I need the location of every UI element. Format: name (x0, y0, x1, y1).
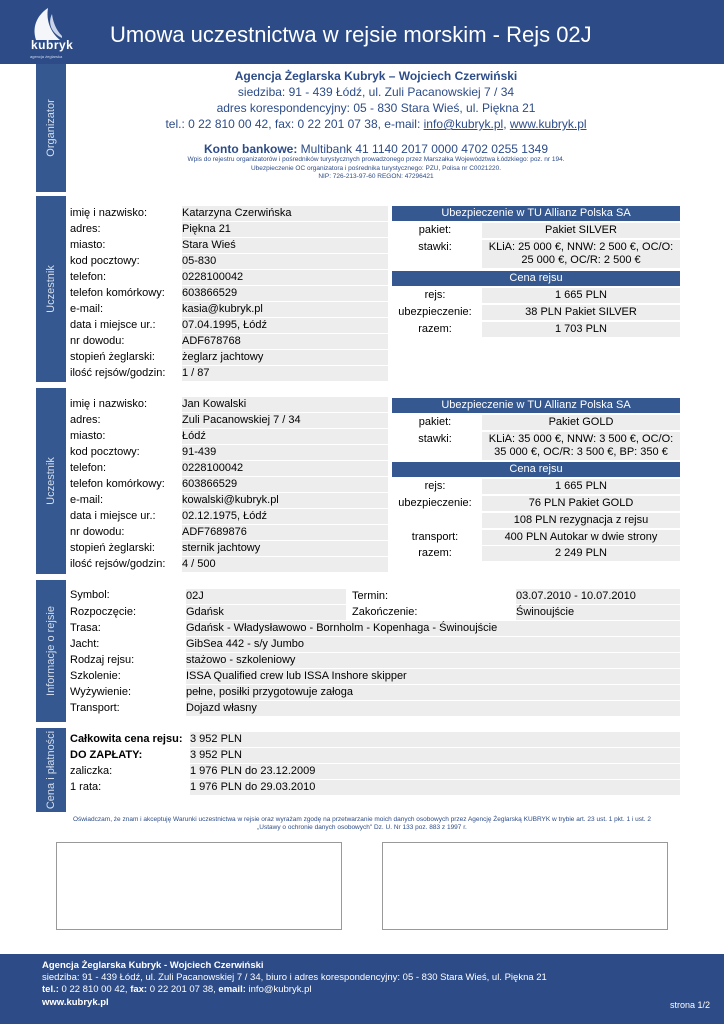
field-label: adres: (70, 414, 101, 426)
page-number: strona 1/2 (669, 1000, 710, 1010)
field-value: 02.12.1975, Łódź (182, 509, 388, 524)
logo-subtitle: agencja żeglarska (30, 54, 63, 59)
sidebar-label-informacje: Informacje o rejsie (45, 606, 57, 696)
sidebar-informacje (36, 580, 66, 722)
p2-stawki-value (482, 432, 680, 460)
advance-value: 1 976 PLN do 23.12.2009 (190, 764, 680, 779)
szkolenie-label: Szkolenie: (70, 670, 121, 682)
transport-label: Transport: (70, 702, 120, 714)
rodzaj-label: Rodzaj rejsu: (70, 654, 135, 666)
field-label: nr dowodu: (70, 335, 125, 347)
p2-stawki-line-1: KLiA: 35 000 €, NNW: 3 500 €, OC/O: (488, 433, 674, 445)
rodzaj-value: stażowo - szkoleniowy (186, 653, 680, 668)
due-label: DO ZAPŁATY: (70, 749, 143, 761)
sidebar-label-uczestnik-1: Uczestnik (45, 265, 57, 313)
field-value: 4 / 500 (182, 557, 388, 572)
field-value: 91-439 (182, 445, 388, 460)
p1-stawki-value (482, 240, 680, 268)
field-label: miasto: (70, 239, 106, 251)
field-value: Zuli Pacanowskiej 7 / 34 (182, 413, 388, 428)
wyzywienie-value: pełne, posiłki przygotowuje załoga (186, 685, 680, 700)
trasa-value: Gdańsk - Władysławowo - Bornholm - Kopenhaga - Świnoujście (186, 621, 680, 636)
field-label: kod pocztowy: (70, 446, 140, 458)
field-value: Stara Wieś (182, 238, 388, 253)
field-value: sternik jachtowy (182, 541, 388, 556)
p1-stawki-line-1: KLiA: 25 000 €, NNW: 2 500 €, OC/O: (488, 241, 674, 253)
p2-pakiet-value: Pakiet GOLD (482, 415, 680, 430)
footer-tel-label: tel.: (42, 984, 59, 995)
bank-value: Multibank 41 1140 2017 0000 4702 0255 1349 (300, 142, 548, 156)
termin-label: Termin: (352, 590, 389, 602)
footer-email-label: email: (218, 984, 246, 995)
organizer-name: Agencja Żeglarska Kubryk – Wojciech Czerwiński (234, 69, 518, 83)
field-value: 603866529 (182, 477, 388, 492)
field-label: imię i nazwisko: (70, 207, 148, 219)
end-value: Świnoujście (516, 605, 680, 620)
field-label: telefon komórkowy: (70, 478, 165, 490)
sidebar-platnosci (36, 728, 66, 812)
field-value: 07.04.1995, Łódź (182, 318, 388, 333)
field-value: Piękna 21 (182, 222, 388, 237)
footer-address: siedziba: 91 - 439 Łódź, ul. Zuli Pacanowskiej 7 / 34, biuro i adres korespondencyjny: 05 - 830 Stara Wieś, ul. Piękna 21 (42, 972, 547, 983)
field-label: data i miejsce ur.: (70, 319, 156, 331)
jacht-value: GibSea 442 - s/y Jumbo (186, 637, 680, 652)
sidebar-label-uczestnik-2: Uczestnik (45, 457, 57, 505)
field-value: 1 / 87 (182, 366, 388, 381)
field-label: kod pocztowy: (70, 255, 140, 267)
field-label: stopień żeglarski: (70, 351, 155, 363)
p1-pakiet-value: Pakiet SILVER (482, 223, 680, 238)
field-value: kowalski@kubryk.pl (182, 493, 388, 508)
sidebar-uczestnik-2 (36, 388, 66, 574)
separator: , (503, 117, 510, 131)
contact-text: tel.: 0 22 810 00 42, fax: 0 22 201 07 38, e-mail: (165, 117, 424, 131)
start-value: Gdańsk (186, 605, 346, 620)
symbol-label: Symbol: (70, 589, 110, 601)
page-header (0, 0, 724, 64)
field-label: telefon komórkowy: (70, 287, 165, 299)
trasa-label: Trasa: (70, 622, 101, 634)
field-value: ADF7689876 (182, 525, 388, 540)
p2-price-header: Cena rejsu (392, 462, 680, 477)
footer-www-link[interactable]: www.kubryk.pl (42, 997, 109, 1008)
logo-text: kubryk (31, 38, 74, 52)
field-label: ilość rejsów/godzin: (70, 367, 166, 379)
field-label: telefon: (70, 462, 107, 474)
field-value: Łódź (182, 429, 388, 444)
p2-transport-value: 400 PLN Autokar w dwie strony (482, 530, 680, 545)
installment-label: 1 rata: (70, 781, 102, 793)
p2-rejs-label: rejs: (424, 480, 446, 492)
registry-line-1: Wpis do rejestru organizatorów i pośredników turystycznych prowadzonego przez Marszałka Województwa Łódzkiego: poz. nr 194. (187, 156, 565, 163)
page-title: Umowa uczestnictwa w rejsie morskim - Rejs 02J (110, 22, 592, 47)
p2-razem-value: 2 249 PLN (482, 546, 680, 561)
organizer-www-link[interactable]: www.kubryk.pl (509, 117, 587, 131)
organizer-seat: siedziba: 91 - 439 Łódź, ul. Zuli Pacanowskiej 7 / 34 (237, 85, 515, 99)
p1-price-header: Cena rejsu (392, 271, 680, 286)
organizer-corr-address: adres korespondencyjny: 05 - 830 Stara Wieś, ul. Piękna 21 (216, 101, 536, 115)
p2-stawki-label: stawki: (418, 433, 452, 445)
p2-rejs-value: 1 665 PLN (482, 479, 680, 494)
p1-insurance-header: Ubezpieczenie w TU Allianz Polska SA (392, 206, 680, 221)
footer-fax: 0 22 201 07 38, (147, 984, 219, 995)
field-value: Katarzyna Czerwińska (182, 206, 388, 221)
symbol-value: 02J (186, 589, 346, 604)
field-value: kasia@kubryk.pl (182, 302, 388, 317)
consent-line-1: Oświadczam, że znam i akceptuję Warunki uczestnictwa w rejsie oraz wyrażam zgodę na przetwarzanie moich danych osobowych przez Agencję Żeglarską KUBRYK w trybie art. 23 ust. 1 pkt. 1 i ust. 2 (72, 816, 652, 823)
total-price-label: Całkowita cena rejsu: (70, 733, 183, 745)
field-value: 0228100042 (182, 461, 388, 476)
p1-ubezpieczenie-label: ubezpieczenie: (398, 306, 472, 318)
field-label: stopień żeglarski: (70, 542, 155, 554)
installment-value: 1 976 PLN do 29.03.2010 (190, 780, 680, 795)
organizer-contact (70, 116, 682, 132)
p1-stawki-line-2: 25 000 €, OC/R: 2 500 € (521, 254, 641, 266)
footer-company-name: Agencja Żeglarska Kubryk - Wojciech Czerwiński (42, 960, 264, 971)
szkolenie-value: ISSA Qualified crew lub ISSA Inshore skipper (186, 669, 680, 684)
p2-razem-label: razem: (418, 547, 452, 559)
termin-value: 03.07.2010 - 10.07.2010 (516, 589, 680, 604)
field-value: Jan Kowalski (182, 397, 388, 412)
p1-stawki-label: stawki: (418, 241, 452, 253)
p1-razem-value: 1 703 PLN (482, 322, 680, 337)
field-label: adres: (70, 223, 101, 235)
sidebar-label-platnosci: Cena i płatności (45, 730, 57, 810)
field-label: nr dowodu: (70, 526, 125, 538)
signature-box-participant[interactable] (56, 842, 342, 930)
jacht-label: Jacht: (70, 638, 100, 650)
p2-ubezpieczenie-value: 76 PLN Pakiet GOLD (482, 496, 680, 511)
signature-box-organizer[interactable] (382, 842, 668, 930)
p1-rejs-label: rejs: (424, 289, 446, 301)
field-value: 603866529 (182, 286, 388, 301)
due-value: 3 952 PLN (190, 748, 680, 763)
field-label: imię i nazwisko: (70, 398, 148, 410)
field-label: data i miejsce ur.: (70, 510, 156, 522)
sidebar-label-organizator: Organizator (45, 99, 57, 157)
p1-razem-label: razem: (418, 323, 452, 335)
end-label: Zakończenie: (352, 606, 418, 618)
wyzywienie-label: Wyżywienie: (70, 686, 132, 698)
advance-label: zaliczka: (70, 765, 113, 777)
consent-statement (30, 816, 694, 832)
organizer-block (70, 68, 682, 182)
page-footer (0, 954, 724, 1024)
footer-tel: 0 22 810 00 42, (58, 984, 131, 995)
footer-fax-label: fax: (130, 984, 148, 995)
p2-stawki-line-2: 35 000 €, OC/R: 3 500 €, BP: 350 € (494, 446, 668, 458)
field-label: e-mail: (70, 494, 104, 506)
p2-pakiet-label: pakiet: (418, 416, 452, 428)
field-value: żeglarz jachtowy (182, 350, 388, 365)
p2-rezygnacja-value: 108 PLN rezygnacja z rejsu (482, 513, 680, 528)
sidebar-uczestnik-1 (36, 196, 66, 382)
bank-account (70, 142, 682, 156)
footer-email[interactable]: info@kubryk.pl (245, 984, 312, 995)
field-label: miasto: (70, 430, 106, 442)
registry-line-3: NIP: 726-213-97-60 REGON: 47296421 (318, 173, 434, 180)
start-label: Rozpoczęcie: (70, 606, 137, 618)
field-value: 0228100042 (182, 270, 388, 285)
p2-insurance-header: Ubezpieczenie w TU Allianz Polska SA (392, 398, 680, 413)
p1-ubezpieczenie-value: 38 PLN Pakiet SILVER (482, 305, 680, 320)
registry-line-2: Ubezpieczenie OC organizatora i pośrednika turystycznego: PZU, Polisa nr C0021220. (250, 164, 502, 172)
transport-value: Dojazd własny (186, 701, 680, 716)
organizer-email-link[interactable]: info@kubryk.pl (423, 117, 504, 131)
p2-ubezpieczenie-label: ubezpieczenie: (398, 497, 472, 509)
field-value: ADF678768 (182, 334, 388, 349)
footer-contact (42, 984, 312, 996)
field-value: 05-830 (182, 254, 388, 269)
total-price-value: 3 952 PLN (190, 732, 680, 747)
p1-pakiet-label: pakiet: (418, 224, 452, 236)
p1-rejs-value: 1 665 PLN (482, 288, 680, 303)
bank-label: Konto bankowe: (204, 142, 298, 156)
field-label: e-mail: (70, 303, 104, 315)
sidebar-organizator (36, 64, 66, 192)
field-label: ilość rejsów/godzin: (70, 558, 166, 570)
p2-transport-label: transport: (411, 531, 459, 543)
consent-line-2: „Ustawy o ochronie danych osobowych" Dz. U. Nr 133 poz. 883 z 1997 r. (257, 824, 467, 831)
field-label: telefon: (70, 271, 107, 283)
